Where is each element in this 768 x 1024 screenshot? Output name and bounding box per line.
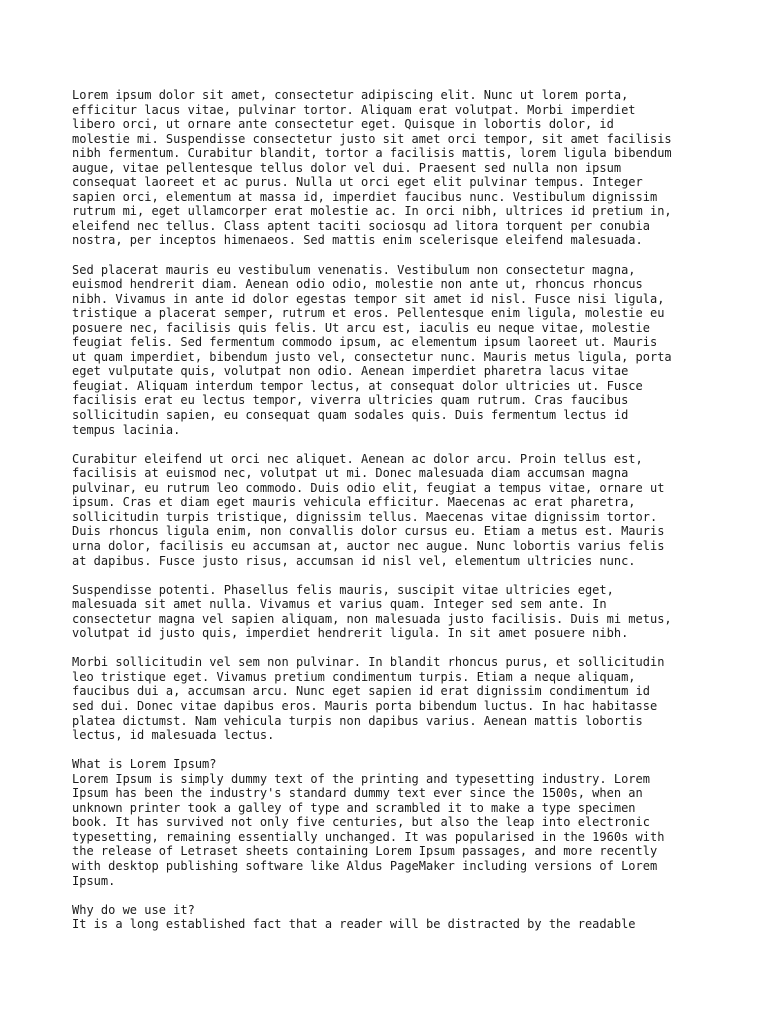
section-why-do-we-use-it (72, 903, 712, 932)
document-page (72, 88, 712, 946)
paragraph-5: Morbi sollicitudin vel sem non pulvinar. In blandit rhoncus purus, et sollicitudin leo tristique eget. Vivamus pretium condimentum turpis. Etiam a neque aliquam, faucibus dui a, accumsan arcu. Nunc eget sapien id erat dignissim condimentum id sed dui. Donec vitae dapibus eros. Mauris porta bibendum luctus. In hac habitasse platea dictumst. Nam vehicula turpis non dapibus varius. Aenean mattis lobortis lectus, id malesuada lectus. (72, 655, 665, 743)
section-body: Lorem Ipsum is simply dummy text of the printing and typesetting industry. Lorem Ipsum has been the industry's standard dummy text ever since the 1500s, when an unknown printer took a galley of type and scrambled it to make a type specimen book. It has survived not only five centuries, but also the leap into electronic typesetting, remaining essentially unchanged. It was popularised in the 1960s with the release of Letraset sheets containing Lorem Ipsum passages, and more recently with desktop publishing software like Aldus PageMaker including versions of Lorem Ipsum. (72, 771, 665, 888)
paragraph-4: Suspendisse potenti. Phasellus felis mauris, suscipit vitae ultricies eget, malesuada sit amet nulla. Vivamus et varius quam. Integer sed sem ante. In consectetur magna vel sapien aliquam, non malesuada justo facilisis. Duis mi metus, volutpat id justo quis, imperdiet hendrerit ligula. In sit amet posuere nibh. (72, 582, 672, 641)
paragraph-1: Lorem ipsum dolor sit amet, consectetur adipiscing elit. Nunc ut lorem porta, efficitur lacus vitae, pulvinar tortor. Aliquam erat volutpat. Morbi imperdiet libero orci, ut ornare ante consectetur eget. Quisque in lobortis dolor, id molestie mi. Suspendisse consectetur justo sit amet orci tempor, sit amet facilisis nibh fermentum. Curabitur blandit, tortor a facilisis mattis, lorem ligula bibendum augue, vitae pellentesque tellus dolor vel dui. Praesent sed nulla non ipsum consequat laoreet et ac purus. Nulla ut orci eget elit pulvinar tempus. Integer sapien orci, elementum at massa id, imperdiet faucibus nunc. Vestibulum dignissim rutrum mi, eget ullamcorper erat molestie ac. In orci nibh, ultrices id pretium in, eleifend nec tellus. Class aptent taciti sociosqu ad litora torquent per conubia nostra, per inceptos himenaeos. Sed mattis enim scelerisque eleifend malesuada. (72, 88, 672, 248)
section-heading: Why do we use it? (72, 902, 195, 917)
section-what-is-lorem-ipsum (72, 757, 712, 888)
paragraph-3: Curabitur eleifend ut orci nec aliquet. Aenean ac dolor arcu. Proin tellus est, facilisis at euismod nec, volutpat ut mi. Donec malesuada diam accumsan magna pulvinar, eu rutrum leo commodo. Duis odio elit, feugiat a tempus vitae, ornare ut ipsum. Cras et diam eget mauris vehicula efficitur. Maecenas ac erat pharetra, sollicitudin turpis tristique, dignissim tellus. Maecenas vitae dignissim tortor. Duis rhoncus ligula enim, non convallis dolor cursus eu. Etiam a metus est. Mauris urna dolor, facilisis eu accumsan at, auctor nec augue. Nunc lobortis varius felis at dapibus. Fusce justo risus, accumsan id nisl vel, elementum ultricies nunc. (72, 451, 665, 568)
section-heading: What is Lorem Ipsum? (72, 757, 217, 772)
section-body: It is a long established fact that a reader will be distracted by the readable (72, 917, 636, 932)
paragraph-2: Sed placerat mauris eu vestibulum venenatis. Vestibulum non consectetur magna, euismod hendrerit diam. Aenean odio odio, molestie non ante ut, rhoncus rhoncus nibh. Vivamus in ante id dolor egestas tempor sit amet id nisl. Fusce nisi ligula, tristique a placerat semper, rutrum et eros. Pellentesque enim ligula, molestie eu posuere nec, facilisis quis felis. Ut arcu est, iaculis eu neque vitae, molestie feugiat felis. Sed fermentum commodo ipsum, ac elementum ipsum laoreet ut. Mauris ut quam imperdiet, bibendum justo vel, consectetur nunc. Mauris metus ligula, porta eget vulputate quis, volutpat non odio. Aenean imperdiet pharetra lacus vitae feugiat. Aliquam interdum tempor lectus, at consequat dolor ultricies ut. Fusce facilisis erat eu lectus tempor, viverra ultricies quam rutrum. Cras faucibus sollicitudin sapien, eu consequat quam sodales quis. Duis fermentum lectus id tempus lacinia. (72, 262, 672, 437)
